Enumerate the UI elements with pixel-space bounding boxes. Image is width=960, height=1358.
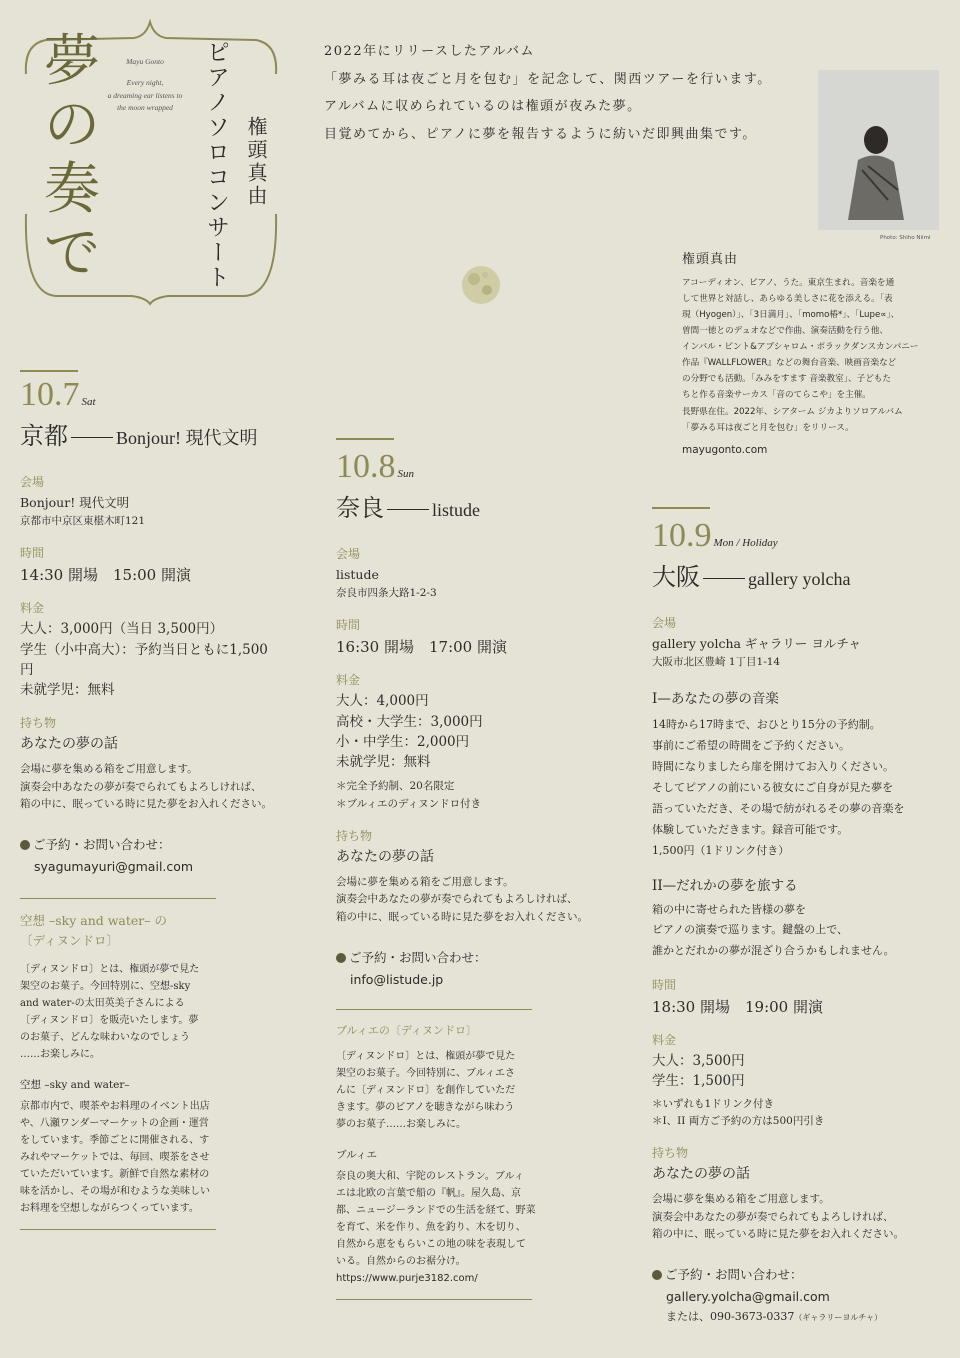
price-item: 未就学児：無料 (20, 682, 115, 699)
osaka-phone-note: （ギャラリーヨルチャ） (794, 1313, 883, 1323)
title-en-album-2: a dreaming ear listens to (107, 90, 183, 100)
profile-line: 「夢みる耳は夜ごと月を包む」をリリース。 (682, 422, 854, 433)
kyoto-bring-note (20, 761, 276, 813)
sweets-line: きます。夢のピアノを聴きながら味わう (336, 1101, 515, 1113)
kyoto-time-label: 時間 (20, 546, 45, 561)
nara-price-label: 料金 (336, 673, 361, 688)
kyoto-date-day: Sat (81, 396, 96, 408)
title-en-name: Mayu Gonto (126, 57, 164, 66)
kyoto-venue-label: 会場 (20, 475, 45, 489)
intro-text (324, 38, 772, 148)
osaka-contact-email[interactable]: gallery.yolcha@gmail.com (666, 1289, 830, 1305)
sweets-line: 夢のお菓子……お楽しみに。 (336, 1118, 466, 1130)
note-line: 会場に夢を集める箱をご用意します。 (652, 1193, 830, 1206)
osaka-notes (652, 1096, 948, 1131)
photo-credit: Photo: Shiho Niimi (880, 235, 931, 241)
osaka-address: 大阪市北区豊崎 1丁目1-14 (652, 656, 781, 668)
nara-time: 16:30 開場 17:00 開演 (336, 638, 507, 657)
osaka-bring: あなたの夢の話 (652, 1166, 750, 1183)
note-line: ＊I、II 両方ご予約の方は500円引き (652, 1115, 825, 1128)
note-line: ＊完全予約制、20名限定 (336, 780, 455, 793)
sweets-line: 架空のお菓子。今回特別に、空想-sky (20, 981, 191, 993)
note-line: 箱の中に、眠っている時に見た夢をお入れください。 (336, 910, 588, 923)
kyoto-contact-label: ご予約・お問い合わせ： (33, 837, 171, 853)
shop-line: エは北欧の言葉で船の『帆』。屋久島、京 (336, 1187, 521, 1199)
kyoto-contact-heading (20, 835, 276, 853)
nara-contact-label: ご予約・お問い合わせ： (349, 949, 487, 965)
osaka-city-name: 大阪 (652, 563, 700, 591)
sweets-line: 〔ディヌンドロ〕を販売いたします。夢 (20, 1015, 199, 1027)
part2-line: ピアノの演奏で巡ります。鍵盤の上で、 (652, 923, 849, 937)
nara-bring: あなたの夢の話 (336, 848, 434, 865)
nara-city-name: 奈良 (336, 494, 384, 522)
note-line: 箱の中に、眠っている時に見た夢をお入れください。 (652, 1227, 904, 1240)
osaka-bring-label: 持ち物 (652, 1146, 689, 1161)
shop-line: や、八瀬ワンダーマーケットの企画・運営 (20, 1118, 209, 1130)
part2-line: 誰かとだれかの夢が混ざり合うかもしれません。 (652, 944, 895, 958)
kyoto-contact-email[interactable]: syagumayuri@gmail.com (34, 859, 194, 875)
osaka-city (652, 557, 948, 592)
osaka-venue-name: gallery yolcha ギャラリー ヨルチャ (652, 636, 862, 651)
performer-photo (818, 70, 939, 230)
sweets-line: 〔ディヌンドロ〕とは、権頭が夢で見た (20, 964, 200, 976)
part1-line: 14時から17時まで、おひとり15分の予約制。 (652, 718, 881, 732)
osaka-date (652, 519, 948, 553)
kyoto-venue-name: Bonjour! 現代文明 (20, 495, 130, 510)
title-subtitle: ピアノソロコンサート (203, 40, 229, 290)
part1-line: そしてピアノの前にいる彼女にご自身が見た夢を (652, 780, 894, 794)
price-item: 大人：3,000円（当日 3,500円） (20, 621, 224, 638)
kyoto-address: 京都市中京区東椹木町121 (20, 515, 146, 527)
price-item: 高校・大学生：3,000円 (336, 713, 483, 730)
bullet-icon (652, 1270, 662, 1280)
profile-line: 現（Hyogen）」、「3日満月」、「momo椿*」、「Lupe∝」、 (682, 310, 900, 321)
kyoto-column (20, 370, 276, 1230)
profile-line: 長野県在住。2022年、シアターム ジカよりソロアルバム (682, 406, 903, 417)
kyoto-sweets-title (20, 911, 276, 951)
nara-contact-email[interactable]: info@listude.jp (350, 971, 444, 987)
note-line: 箱の中に、眠っている時に見た夢をお入れください。 (20, 797, 272, 810)
kyoto-date (20, 378, 276, 412)
title-en-album-1: Every night, (126, 77, 164, 87)
title-en (106, 56, 184, 115)
profile-body (682, 275, 952, 436)
nara-contact-heading (336, 948, 596, 966)
profile-line: 作品『WALLFLOWER』などの舞台音楽、映画音楽など (682, 358, 897, 369)
nara-column (336, 438, 596, 1300)
profile-name: 権頭真由 (682, 252, 739, 267)
shop-line: 自然から恵をもらいこの地の味を表現して (336, 1238, 526, 1250)
shop-line: をしています。季節ごとに開催される、す (20, 1135, 210, 1147)
osaka-phone[interactable]: または、090-3673-0337 (666, 1310, 795, 1324)
nara-shop-body (336, 1168, 596, 1287)
note-line: ＊いずれも1ドリンク付き (652, 1097, 774, 1110)
nara-address: 奈良市四条大路1-2-3 (336, 587, 437, 599)
nara-venue-title: listude (432, 500, 480, 520)
osaka-time: 18:30 開場 19:00 開演 (652, 998, 823, 1017)
kyoto-bring: あなたの夢の話 (20, 736, 118, 753)
osaka-part1-title: I—あなたの夢の音楽 (652, 691, 779, 708)
shop-line: みれやマーケットでは、毎回、喫茶をさせ (20, 1152, 210, 1164)
sweets-line: 〔ディヌンドロ〕とは、権頭が夢で見た (336, 1050, 516, 1062)
title-en-album-3: the moon wrapped (117, 103, 173, 113)
kyoto-venue-title: Bonjour! 現代文明 (116, 428, 258, 448)
osaka-venue-title: gallery yolcha (748, 569, 851, 589)
note-line: 会場に夢を集める箱をご用意します。 (336, 875, 514, 888)
osaka-column (652, 507, 948, 1324)
part1-line: 体験していただきます。録音可能です。 (652, 822, 849, 836)
kyoto-price-label: 料金 (20, 601, 45, 616)
profile-line: して世界と対話し、あらゆる美しさに花を添える。「表 (682, 294, 893, 305)
part1-line: 語っていただき、その場で紡がれるその夢の音楽を (652, 801, 905, 815)
profile-line: インバル・ピント&アブシャロム・ポラックダンスカンパニー (682, 342, 919, 353)
kyoto-shop-title: 空想 –sky and water– (20, 1079, 130, 1092)
osaka-part1-body (652, 715, 948, 861)
nara-notes (336, 778, 596, 813)
sweets-line: and water-の太田英美子さんによる (20, 998, 185, 1010)
price-item: 小・中学生：2,000円 (336, 733, 470, 750)
price-item: 学生：1,500円 (652, 1073, 745, 1090)
part1-line: 時間になりましたら扉を開けてお入りください。 (652, 760, 894, 774)
shop-line: 京都市内で、喫茶やお料理のイベント出店 (20, 1101, 210, 1113)
part2-line: 箱の中に寄せられた皆様の夢を (652, 902, 806, 916)
note-line: 演奏会中あなたの夢が奏でられてもよろしければ、 (336, 893, 578, 906)
part1-line: 1,500円（1ドリンク付き） (652, 843, 790, 857)
note-line: 会場に夢を集める箱をご用意します。 (20, 763, 198, 776)
sweets-line: んに〔ディヌンドロ〕を創作していただ (336, 1084, 516, 1096)
osaka-bring-note (652, 1191, 948, 1243)
bullet-icon (20, 840, 30, 850)
title-performer: 権頭真由 (244, 116, 268, 208)
kyoto-bring-label: 持ち物 (20, 716, 57, 731)
nara-date (336, 450, 596, 484)
osaka-contact-phone (666, 1308, 948, 1324)
kyoto-time: 14:30 開場 15:00 開演 (20, 566, 191, 585)
nara-sweets-title: ブルィエの〔ディヌンドロ〕 (336, 1023, 478, 1037)
nara-date-day: Sun (397, 468, 414, 480)
sweets-line: ……お楽しみに。 (20, 1049, 100, 1061)
osaka-contact-label: ご予約・お問い合わせ： (665, 1267, 803, 1283)
nara-bring-label: 持ち物 (336, 828, 373, 843)
price-item: 大人：4,000円 (336, 693, 429, 710)
osaka-contact-heading (652, 1265, 948, 1283)
profile (682, 248, 952, 456)
osaka-price-label: 料金 (652, 1033, 677, 1048)
kyoto-shop-body (20, 1098, 276, 1217)
shop-url[interactable]: https://www.purje3182.com/ (336, 1272, 478, 1284)
nara-shop-title: ブルィエ (336, 1148, 377, 1161)
shop-line: 奈良の奥大和、宇陀のレストラン。ブルィ (336, 1170, 524, 1182)
shop-line: いる。自然からのお裾分け。 (336, 1255, 466, 1267)
kyoto-prices (20, 619, 276, 700)
osaka-part2-title: II—だれかの夢を旅する (652, 877, 798, 894)
shop-line: 味を活かし、その場が和むような美味しい (20, 1186, 210, 1198)
moon-icon (460, 264, 502, 306)
nara-sweets-body (336, 1048, 596, 1133)
note-line: 演奏会中あなたの夢が奏でられてもよろしければ、 (20, 780, 262, 793)
intro-line: 「夢みる耳は夜ごと月を包む」を記念して、関西ツアーを行います。 (324, 71, 772, 87)
price-item: 未就学児：無料 (336, 754, 431, 771)
profile-line: 曽間一徳とのデュオなどで作曲、演奏活動を行う他、 (682, 326, 888, 337)
nara-venue-label: 会場 (336, 547, 361, 561)
profile-line: ちと作る音楽サーカス「音のてらこや」を主催。 (682, 390, 871, 401)
osaka-date-day: Mon / Holiday (713, 537, 778, 549)
osaka-prices (652, 1051, 948, 1092)
sweets-title-line: 〔ディヌンドロ〕 (20, 933, 120, 949)
nara-city (336, 488, 596, 523)
price-item: 学生（小中高大）：予約当日ともに1,500円 (20, 641, 268, 678)
shop-line: ていただいています。新鮮で自然な素材の (20, 1169, 210, 1181)
kyoto-date-number: 10.7 (20, 376, 80, 413)
sweets-line: のお菓子、どんな味わいなのでしょう (20, 1032, 190, 1044)
kyoto-city-name: 京都 (20, 422, 68, 450)
nara-time-label: 時間 (336, 618, 361, 633)
shop-line: お料理を空想しながらつくっています。 (20, 1203, 199, 1215)
sweets-line: 架空のお菓子。今回特別に、ブルィエさ (336, 1067, 515, 1079)
shop-line: 都、ニュージーランドでの生活を経て、野菜 (336, 1204, 536, 1216)
price-item: 大人：3,500円 (652, 1053, 745, 1070)
bullet-icon (336, 953, 346, 963)
osaka-time-label: 時間 (652, 978, 677, 993)
osaka-venue-label: 会場 (652, 616, 677, 630)
intro-line: 2022年にリリースしたアルバム (324, 44, 536, 59)
profile-line: アコーディオン、ピアノ、うた。東京生まれ。音楽を通 (682, 278, 895, 288)
nara-bring-note (336, 874, 596, 926)
intro-line: アルバムに収められているのは権頭が夜みた夢。 (324, 99, 642, 114)
nara-prices (336, 691, 596, 772)
profile-url[interactable]: mayugonto.com (682, 443, 768, 456)
kyoto-sweets-body (20, 961, 276, 1063)
osaka-date-number: 10.9 (652, 517, 712, 554)
nara-date-number: 10.8 (336, 448, 396, 485)
nara-venue-name: listude (336, 567, 379, 582)
kyoto-city (20, 416, 276, 451)
title-main: 夢の奏で (44, 29, 100, 286)
sweets-title-line: 空想 –sky and water– の (20, 913, 167, 929)
intro-line: 目覚めてから、ピアノに夢を報告するように紡いだ即興曲集です。 (324, 126, 757, 142)
note-line: ＊ブルィエのディヌンドロ付き (336, 797, 482, 810)
shop-line: を育て、米を作り、魚を釣り、木を切り、 (336, 1221, 526, 1233)
osaka-part2-body (652, 900, 948, 963)
part1-line: 事前にご希望の時間をご予約ください。 (652, 739, 850, 753)
note-line: 演奏会中あなたの夢が奏でられてもよろしければ、 (652, 1210, 894, 1223)
profile-line: の分野でも活動。「みみをすます 音楽教室」、子どもた (682, 374, 891, 385)
